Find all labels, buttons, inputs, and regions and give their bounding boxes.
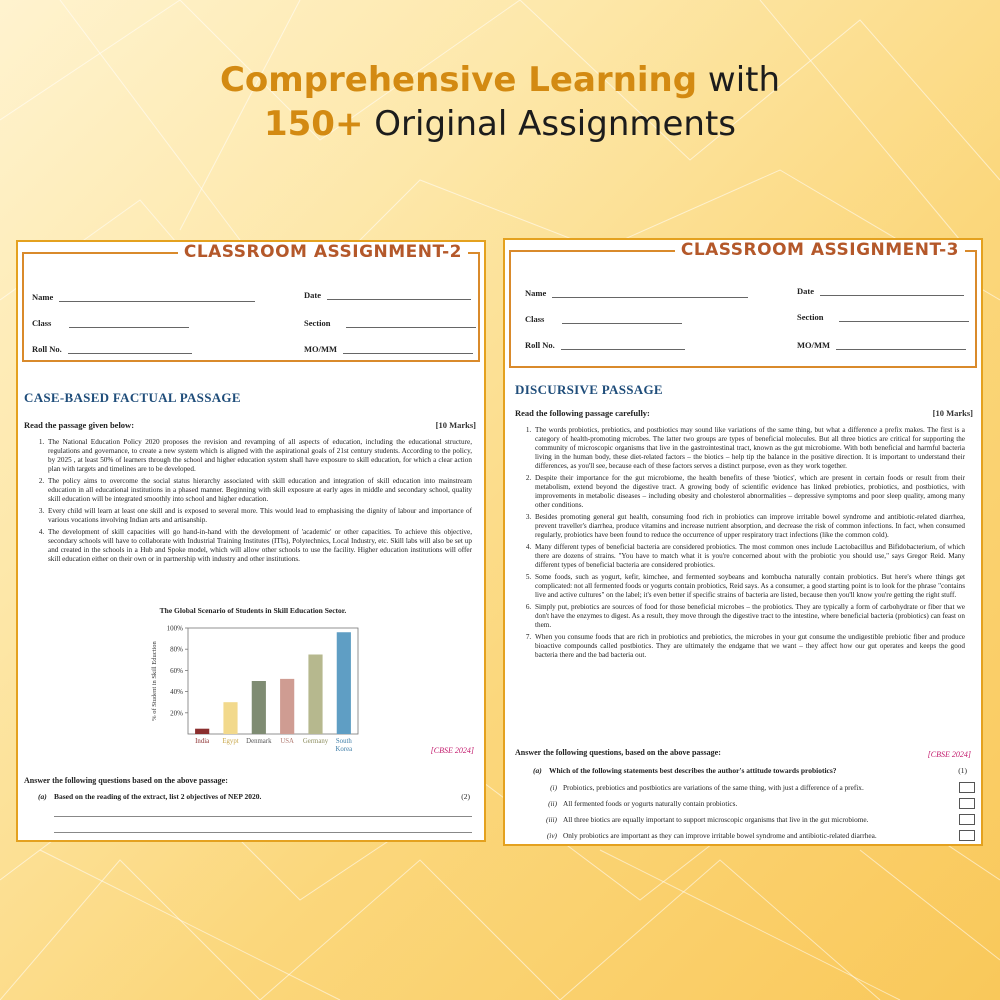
section-label: Section [304,318,331,328]
class-label: Class [525,314,545,324]
x-tick-label: Korea [335,746,353,753]
student-info-box [509,240,977,368]
option-checkbox[interactable] [959,798,975,809]
passage-list [513,426,965,663]
x-tick-label: Germany [302,738,329,745]
option-number: (iii) [546,815,557,824]
name-field[interactable] [32,292,255,302]
passage-paragraph: 1. The words probiotics, prebiotics, and postbiotics may sound like variations of the same thing, but what a difference a prefix makes. The first is a category of health-promoting microbes. The latter two groups are types of beneficial molecules. But all three biotics are critical for supporting the community of microscopic organisms that live in the gastrointestinal tract, known as the gut microbiome. With both beneficial and harmful bacteria living in the human body, these diet-related factors – the biotics – help tip the balance in the positive direction. It is important to understand their differences, as you'll see, because each of these factors serves a distinct purpose, even as they work together. [533,426,965,471]
bar-usa [280,679,294,734]
class-label: Class [32,318,52,328]
option-row [531,830,975,841]
question-text: Based on the reading of the extract, list 2 objectives of NEP 2020. [54,792,262,801]
headline-rest-2: Original Assignments [363,104,737,144]
y-tick-label: 60% [170,666,183,675]
momm-field[interactable] [797,340,966,350]
headline-accent-1: Comprehensive Learning [219,60,698,100]
name-field[interactable] [525,288,748,298]
question-label: (a) [533,766,542,775]
y-tick-label: 40% [170,688,183,697]
question-text: Which of the following statements best describes the author's attitude towards probiotics? [549,766,837,775]
x-tick-label: USA [280,738,294,745]
section-field[interactable] [304,318,476,328]
passage-paragraph: 4. The development of skill capacities will go hand-in-hand with the development of 'academic' or other capacities. To achieve this objective, secondary schools will have to collaborate with Industrial Training Institutes (ITIs), Polytechnics, Local Industry, etc. Skill labs will also be set up and created in the schools in a Hub and Spoke model, which will allow other schools to use the facility. Higher education institutions will offer skill education either on their own or in partnership with industry and other institutions. [46,528,472,564]
date-label: Date [797,286,814,296]
option-checkbox[interactable] [959,830,975,841]
momm-label: MO/MM [797,340,831,350]
question-marks: (2) [461,792,470,801]
y-tick-label: 80% [170,645,183,654]
questions-heading: Answer the following questions based on the above passage: [24,776,228,785]
option-row [531,798,975,809]
student-info-box [22,242,480,362]
option-text: Probiotics, prebiotics and postbiotics are variations of the same thing, with just a difference of a prefix. [563,783,864,792]
class-field[interactable] [32,318,189,328]
bar-denmark [252,681,266,734]
passage-paragraph: 6. Simply put, prebiotics are sources of food for those beneficial microbes – the probiotics. They are typically a form of carbohydrate or fiber that we don't have the enzymes to digest. As a result, they move through the digestive tract to the intestine, where beneficial bacteria (probiotics) can feast on them. [533,603,965,630]
passage-paragraph: 4. Many different types of beneficial bacteria are considered probiotics. The most common ones include Lactobacillus and Bifidobacterium, of which there are dozens of strains. "You have to match what it is you're concerned about with the probiotic you should use," says Gregor Reid. Many different types of beneficial bacteria are considered probiotics. [533,543,965,570]
roll-label: Roll No. [32,344,62,354]
headline-accent-2: 150+ [263,104,364,144]
momm-label: MO/MM [304,344,338,354]
answer-line[interactable] [54,816,472,817]
section-title: DISCURSIVE PASSAGE [515,382,663,397]
date-field[interactable] [797,286,964,296]
marks-label: [10 Marks] [932,408,973,418]
question-label: (a) [38,792,47,801]
section-label: Section [797,312,824,322]
passage-paragraph: 3. Besides promoting general gut health, consuming food rich in probiotics can improve irritable bowel syndrome and antibiotic-related diarrhea, prevent traveller's diarrhea, produce vitamins and increase nutrient absorption, and decrease the risk of common infections. In fact, when consumed regularly, probiotics have been found to reduce the occurrence of upper respiratory tract infections (like the common cold). [533,513,965,540]
date-field[interactable] [304,290,471,300]
option-text: All fermented foods or yogurts naturally contain probiotics. [563,799,738,808]
y-tick-label: 100% [166,624,183,633]
passage-paragraph: 7. When you consume foods that are rich in probiotics and prebiotics, the microbes in your gut consume the undigestible prebiotic fiber and produce bioactive compounds called postbiotics. They are ultimately the endgame that we want – they affect how our gut operates and keeps the good bacteria there and the bad bacteria out. [533,633,965,660]
roll-field[interactable] [32,344,192,354]
skill-education-bar-chart [128,618,368,760]
headline-rest-1: with [697,60,781,100]
x-tick-label: India [195,738,210,745]
option-text: Only probiotics are important as they can improve irritable bowel syndrome and antibiotic-related diarrhea. [563,831,877,840]
read-instruction: Read the following passage carefully: [515,408,650,418]
class-field[interactable] [525,314,682,324]
section-title: CASE-BASED FACTUAL PASSAGE [24,390,241,405]
bar-egypt [223,702,237,734]
bar-germany [308,655,322,735]
read-instruction: Read the passage given below: [24,420,135,430]
assignment-title: CLASSROOM ASSIGNMENT-3 [675,240,965,260]
headline-line-1 [0,58,1000,102]
plot-frame [188,628,358,734]
questions-heading: Answer the following questions, based on the above passage: [515,748,721,757]
answer-line[interactable] [54,832,472,833]
option-row [531,814,975,825]
name-label: Name [525,288,547,298]
y-axis-label: % of Student in Skill Eduction [151,641,158,721]
section-field[interactable] [797,312,969,322]
option-number: (ii) [548,799,557,808]
x-tick-label: Egypt [222,738,239,745]
name-label: Name [32,292,54,302]
question-marks: (1) [958,766,967,775]
chart-title: The Global Scenario of Students in Skill Education Sector. [159,606,347,615]
date-label: Date [304,290,321,300]
headline-line-2 [0,102,1000,146]
roll-label: Roll No. [525,340,555,350]
passage-paragraph: 3. Every child will learn at least one skill and is exposed to several more. This would lead to emphasising the dignity of labour and importance of various vocations involving Indian arts and artisanship. [46,507,472,525]
passage-paragraph: 1. The National Education Policy 2020 proposes the revision and revamping of all aspects of education, including the educational structure, regulations and governance, to create a new system which is aligned with the aspirational goals of 21st century students. According to the policy, by 2025 , at least 50% of learners through the school and higher education system shall have exposure to skill education, for which a clear action plan with targets and timelines are to be developed. [46,438,472,474]
passage-paragraph: 5. Some foods, such as yogurt, kefir, kimchee, and fermented soybeans and kombucha naturally contain probiotics. But here's where things get complicated: not all fermented foods or yogurts contain probiotics, Reid says. As a consumer, a good starting point is to look for the phrase "contains live and active cultures" on the label; it's even better if specific strains of bacteria are listed, because then you'll know you're getting the right stuff. [533,573,965,600]
option-checkbox[interactable] [959,814,975,825]
option-row [531,782,975,793]
cbse-reference: [CBSE 2024] [430,746,474,755]
cbse-reference: [CBSE 2024] [927,750,971,759]
headline [0,58,1000,146]
option-number: (iv) [546,831,557,840]
assignment-sheet-2 [16,240,486,842]
assignment-sheet-3 [503,238,983,846]
passage-paragraph: 2. Despite their importance for the gut microbiome, the health benefits of these 'biotics', which are present in certain foods or result from their metabolism, extend beyond the digestive tract. A growing body of scientific evidence has linked prebiotics, probiotics, and postbiotics, with improvements in metabolic diseases – including obesity and cholesterol abnormalities – depressive symptoms and poor sleep quality, among many other conditions. [533,474,965,510]
passage-paragraph: 2. The policy aims to overcome the social status hierarchy associated with skill education and integration of skill education into mainstream education in all educational institutions in a phased manner. Beginning with skill exposure at early ages in middle and secondary school, quality skill education will be integrated smoothly into school and higher education. [46,477,472,504]
momm-field[interactable] [304,344,473,354]
x-tick-label: South [335,738,352,745]
assignment-title: CLASSROOM ASSIGNMENT-2 [178,242,468,262]
bar-south-korea [337,632,351,734]
option-text: All three biotics are equally important to support microscopic organisms that live in the gut microbiome. [563,815,869,824]
roll-field[interactable] [525,340,685,350]
passage-list [26,438,472,567]
option-checkbox[interactable] [959,782,975,793]
y-tick-label: 20% [170,709,183,718]
marks-label: [10 Marks] [435,420,476,430]
bar-india [195,729,209,734]
x-tick-label: Denmark [246,738,272,745]
option-number: (i) [550,783,557,792]
